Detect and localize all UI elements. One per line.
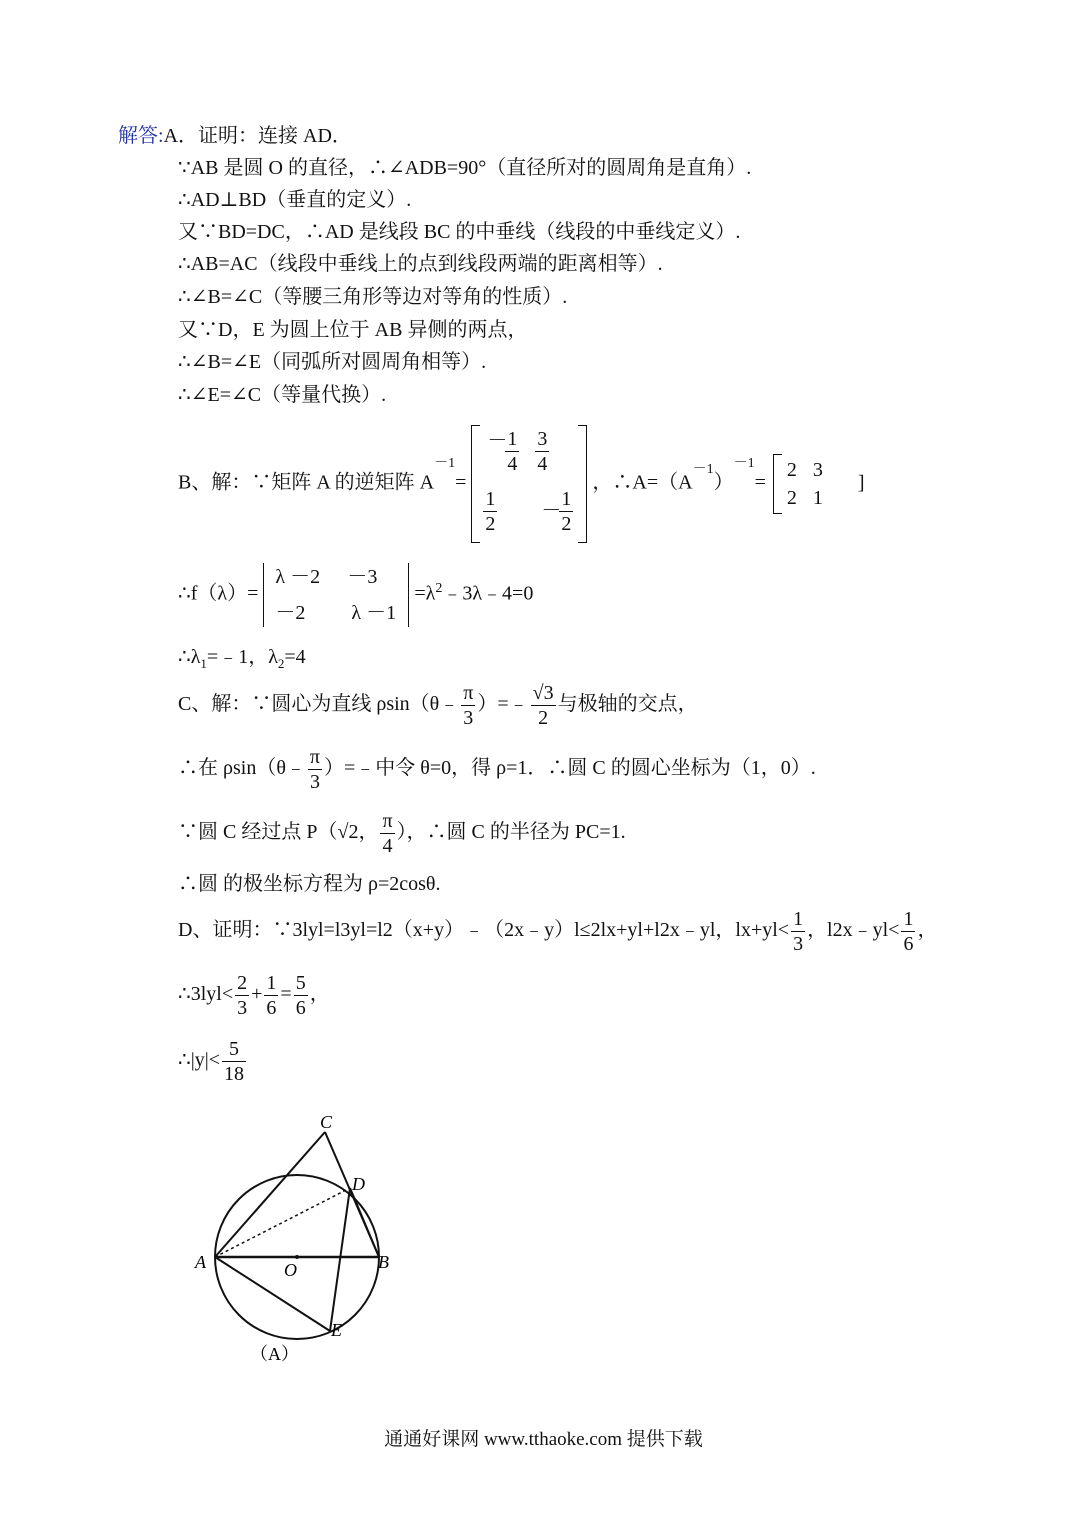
six: 6 — [266, 996, 277, 1019]
matrix-cell: 2 — [786, 487, 797, 510]
part-a-line-6: 又∵D，E 为圆上位于 AB 异侧的两点， — [178, 319, 528, 341]
det-result-sup: 2 — [435, 581, 443, 596]
det-result-rest: ﹣3λ﹣4=0 — [442, 582, 534, 605]
det-cell: －2 — [275, 602, 306, 625]
equals: = — [754, 471, 766, 494]
three: 3 — [463, 706, 474, 729]
part-c-l2a: ∴在 ρsin（θ﹣ — [178, 757, 306, 779]
matrix-cell: 4 — [537, 453, 548, 476]
part-b-matrix-line — [178, 416, 865, 540]
part-a-line-8: ∴∠E=∠C（等量代换）. — [178, 384, 387, 406]
six: 6 — [295, 996, 306, 1019]
part-d-l1a: D、证明：∵3lyl=l3yl=l2（x+y）﹣（2x﹣y）l≤2lx+yl+l2x﹣yl，lx+yl< — [178, 919, 790, 941]
matrix-a — [773, 454, 843, 514]
det-cell: λ －2 — [275, 566, 321, 589]
equals: = — [455, 471, 467, 494]
f-lambda: ∴f（λ）= — [178, 582, 259, 605]
three: 3 — [793, 932, 804, 955]
part-a-line-4: ∴AB=AC（线段中垂线上的点到线段两端的距离相等）. — [178, 253, 663, 275]
part-d-l1c: ， — [917, 919, 938, 941]
part-d-line-2 — [178, 964, 330, 1024]
three: 3 — [309, 770, 320, 793]
part-c-line-4: ∴圆 的极坐标方程为 ρ=2cosθ. — [178, 873, 441, 895]
part-a-line-7: ∴∠B=∠E（同弧所对圆周角相等）. — [178, 351, 487, 373]
eighteen: 18 — [224, 1062, 245, 1085]
matrix-cell: 1 — [561, 488, 572, 511]
matrix-cell: 1 — [485, 488, 496, 511]
a-inverse-symbol: A — [678, 471, 693, 494]
det-right-bar — [408, 563, 409, 627]
matrix-cell: 1 — [812, 487, 823, 510]
label-b: B — [378, 1252, 389, 1272]
answer-label-text: 解答: — [118, 125, 164, 147]
matrix-cell: 3 — [537, 428, 548, 451]
matrix-cell: 2 — [485, 513, 496, 536]
part-d-l2b: ， — [309, 983, 330, 1005]
one: 1 — [266, 971, 277, 994]
part-c-l1b: ）=﹣ — [477, 693, 529, 715]
part-c-l1c: 与极轴的交点， — [557, 693, 698, 715]
sqrt3: √3 — [532, 681, 554, 704]
a-inverse-superscript: －1 — [692, 462, 714, 477]
matrix-left-bracket — [471, 425, 480, 543]
matrix-cell: 1 — [507, 428, 518, 451]
part-a-line-1: ∵AB 是圆 O 的直径，∴∠ADB=90°（直径所对的圆周角是直角）. — [178, 157, 752, 179]
sqrt2: √2 — [337, 821, 359, 843]
pi: π — [382, 809, 393, 832]
matrix-cell: 2 — [561, 513, 572, 536]
part-d-l3a: ∴|y|< — [178, 1049, 221, 1071]
segment-db — [350, 1188, 379, 1257]
pi: π — [463, 681, 474, 704]
part-c-l2b: ）=﹣中令 θ=0，得 ρ=1．∴圆 C 的圆心坐标为（1，0）. — [324, 757, 816, 779]
label-o: O — [284, 1260, 297, 1280]
matrix-left-bracket — [773, 454, 782, 514]
label-e: E — [331, 1320, 342, 1340]
part-b-prefix: B、解：∵矩阵 A 的逆矩阵 A — [178, 471, 435, 494]
segment-ad — [215, 1188, 350, 1257]
label-a: A — [195, 1252, 206, 1272]
pi: π — [309, 745, 321, 768]
close-paren: ） — [713, 471, 734, 494]
part-c-line-2 — [178, 738, 816, 798]
part-d-line-1 — [178, 900, 937, 960]
matrix-cell: 2 — [786, 459, 797, 482]
part-c-line-1 — [178, 674, 698, 734]
part-b-det-line — [178, 556, 534, 625]
segment-ac — [215, 1132, 325, 1257]
three: 3 — [237, 996, 248, 1019]
part-c-l3c: ），∴圆 C 的半径为 PC=1. — [396, 821, 626, 843]
six: 6 — [903, 932, 914, 955]
part-d-line-3 — [178, 1030, 248, 1090]
figure-caption: （A） — [250, 1344, 299, 1364]
det-cell: －3 — [347, 566, 378, 589]
footer-source: 通通好课网 www.tthaoke.com 提供下载 — [384, 1429, 703, 1450]
matrix-cell: 3 — [812, 459, 823, 482]
two: 2 — [237, 971, 248, 994]
roots-sub1: 1 — [200, 656, 207, 671]
outer-superscript: －1 — [733, 456, 755, 471]
part-c-l3a: ∵圆 C 经过点 P（ — [178, 821, 338, 843]
det-left-bar — [263, 563, 264, 627]
roots-b: =﹣1，λ — [206, 646, 278, 668]
five: 5 — [295, 971, 306, 994]
part-a-line-5: ∴∠B=∠C（等腰三角形等边对等角的性质）. — [178, 286, 568, 308]
part-a-title: A．证明：连接 AD． — [163, 125, 352, 147]
roots-a: ∴λ — [178, 646, 201, 668]
determinant — [263, 563, 409, 627]
label-d: D — [352, 1174, 365, 1194]
part-c-l1a: C、解：∵圆心为直线 ρsin（θ﹣ — [178, 693, 460, 715]
segment-ae — [215, 1257, 330, 1331]
one: 1 — [793, 907, 804, 930]
matrix-right-bracket — [578, 425, 587, 543]
part-a-line-3: 又∵BD=DC，∴AD 是线段 BC 的中垂线（线段的中垂线定义）. — [178, 221, 741, 243]
center-dot — [295, 1255, 299, 1259]
matrix-cell: － — [541, 500, 562, 523]
label-c: C — [320, 1112, 333, 1132]
stray-bracket: ] — [857, 471, 865, 494]
geometry-figure — [190, 1108, 450, 1368]
two: 2 — [538, 706, 549, 729]
one: 1 — [903, 907, 914, 930]
four: 4 — [382, 834, 393, 857]
roots-sub2: 2 — [277, 656, 285, 671]
inverse-matrix — [471, 425, 587, 543]
matrix-cell: － — [487, 430, 508, 453]
det-result: =λ — [414, 582, 436, 605]
segment-de — [330, 1188, 350, 1331]
part-b-roots — [178, 645, 306, 676]
answer-label — [118, 124, 352, 148]
five: 5 — [222, 1037, 246, 1062]
comma: ， — [358, 821, 379, 843]
roots-c: =4 — [284, 646, 306, 668]
part-b-mid: ，∴A=（ — [592, 471, 679, 494]
plus: + — [251, 983, 263, 1005]
part-d-l2a: ∴3lyl< — [178, 983, 234, 1005]
matrix-cell: 4 — [507, 453, 518, 476]
inverse-superscript: －1 — [434, 456, 456, 471]
det-cell: λ －1 — [351, 602, 397, 625]
part-a-line-2: ∴AD⊥BD（垂直的定义）. — [178, 189, 412, 211]
equals: = — [280, 983, 292, 1005]
part-c-line-3 — [178, 802, 626, 862]
part-d-l1b: ，l2x﹣yl< — [807, 919, 900, 941]
